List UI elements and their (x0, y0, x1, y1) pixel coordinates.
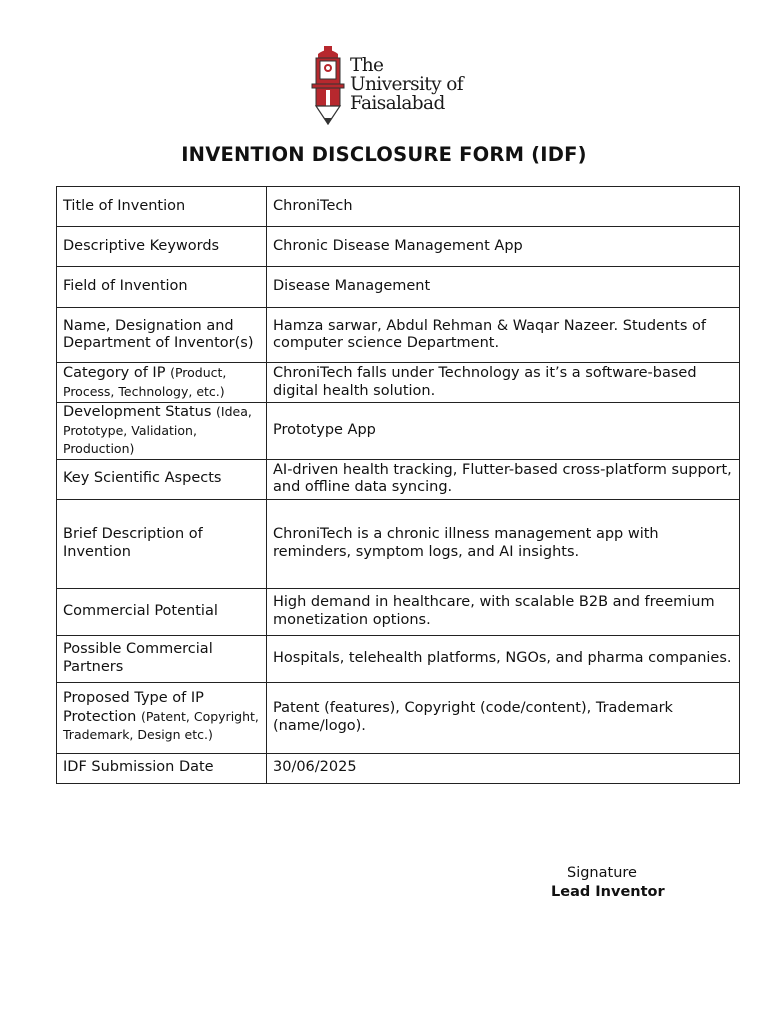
table-row (57, 682, 740, 753)
table-row (57, 187, 740, 227)
field-value: Patent (features), Copyright (code/content), Trademark (name/logo). (267, 682, 740, 753)
field-value: Chronic Disease Management App (267, 227, 740, 267)
field-label: Key Scientific Aspects (57, 459, 267, 499)
table-row (57, 227, 740, 267)
table-row (57, 459, 740, 499)
signature-label: Signature (567, 865, 637, 881)
field-value: Hamza sarwar, Abdul Rehman & Waqar Nazeer. Students of computer science Department. (267, 308, 740, 363)
field-note: (Product, Process, Technology, etc.) (63, 365, 227, 399)
field-value: AI-driven health tracking, Flutter-based cross-platform support, and offline data syncing. (267, 459, 740, 499)
table-row (57, 363, 740, 403)
university-name (350, 56, 463, 113)
field-value: High demand in healthcare, with scalable B2B and freemium monetization options. (267, 588, 740, 635)
idf-table (56, 186, 740, 784)
field-value: Prototype App (267, 403, 740, 460)
table-row (57, 267, 740, 308)
field-value: ChroniTech (267, 187, 740, 227)
field-label: IDF Submission Date (57, 753, 267, 783)
field-note: (Patent, Copyright, Trademark, Design etc.) (63, 708, 259, 743)
field-label: Field of Invention (57, 267, 267, 308)
field-value: ChroniTech is a chronic illness management app with reminders, symptom logs, and AI insights. (267, 499, 740, 588)
table-row (57, 635, 740, 682)
logo-line-1: The (350, 55, 384, 76)
field-label: Descriptive Keywords (57, 227, 267, 267)
field-value: Disease Management (267, 267, 740, 308)
logo-line-3: Faisalabad (350, 93, 445, 114)
table-row (57, 588, 740, 635)
table-row (57, 499, 740, 588)
field-label: Commercial Potential (57, 588, 267, 635)
field-label: Name, Designation and Department of Inventor(s) (57, 308, 267, 363)
table-row (57, 403, 740, 460)
form-title: INVENTION DISCLOSURE FORM (IDF) (181, 143, 587, 166)
field-label: Proposed Type of IP Protection (Patent, Copyright, Trademark, Design etc.) (57, 682, 267, 753)
table-row (57, 753, 740, 783)
field-label: Brief Description of Invention (57, 499, 267, 588)
field-label: Title of Invention (57, 187, 267, 227)
field-value: Hospitals, telehealth platforms, NGOs, and pharma companies. (267, 635, 740, 682)
university-logo (310, 44, 470, 128)
field-label: Development Status (Idea, Prototype, Validation, Production) (57, 403, 267, 460)
logo-line-2: University of (350, 74, 464, 95)
field-value: 30/06/2025 (267, 753, 740, 783)
signature-role: Lead Inventor (551, 884, 665, 900)
field-label: Category of IP (Product, Process, Technology, etc.) (57, 363, 267, 403)
table-row (57, 308, 740, 363)
field-label: Possible Commercial Partners (57, 635, 267, 682)
field-value: ChroniTech falls under Technology as it’s a software-based digital health solution. (267, 363, 740, 403)
clock-tower-pencil-icon (310, 44, 346, 128)
field-note: (Idea, Prototype, Validation, Production) (63, 404, 252, 456)
